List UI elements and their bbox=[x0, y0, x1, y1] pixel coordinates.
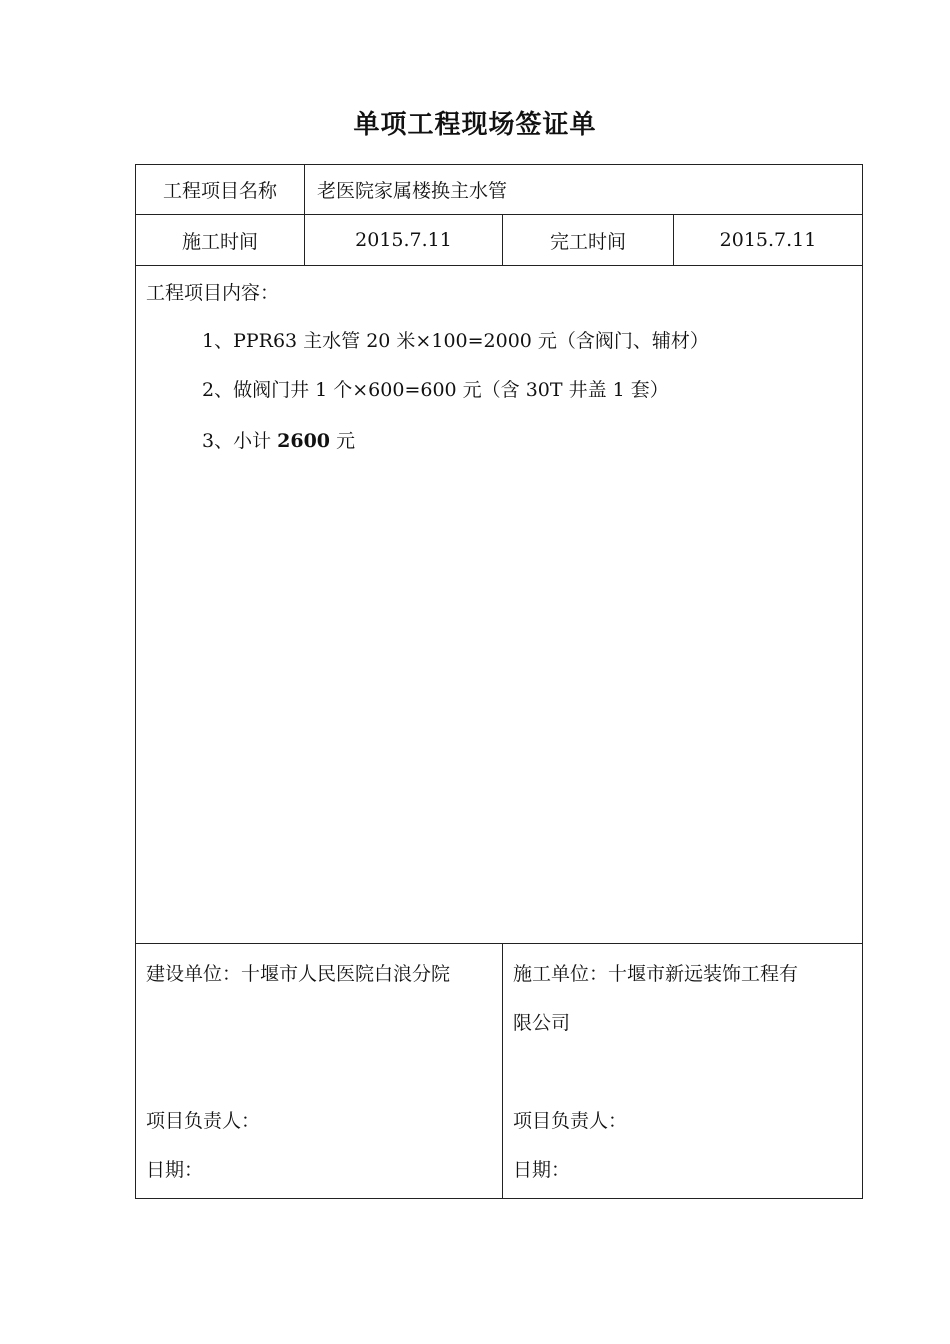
project-name-label: 工程项目名称 bbox=[136, 165, 305, 214]
content-heading: 工程项目内容： bbox=[146, 282, 280, 304]
start-date-value: 2015.7.11 bbox=[305, 215, 503, 265]
project-name-row bbox=[136, 165, 862, 215]
contractor-date-label: 日期： bbox=[513, 1159, 571, 1181]
project-name-value: 老医院家属楼换主水管 bbox=[317, 180, 508, 202]
client-unit: 建设单位：十堰市人民医院白浪分院 bbox=[146, 963, 451, 985]
content-item-1: 1、PPR63 主水管 20 米×100=2000 元（含阀门、辅材） bbox=[202, 330, 709, 352]
form-title: 单项工程现场签证单 bbox=[353, 110, 597, 140]
content-item-subtotal bbox=[202, 426, 355, 453]
client-column bbox=[136, 944, 503, 1198]
visa-form-table bbox=[135, 164, 863, 1199]
contractor-person-label: 项目负责人： bbox=[513, 1110, 628, 1132]
signature-section bbox=[136, 944, 862, 1198]
dates-row bbox=[136, 215, 862, 266]
contractor-unit-line1: 施工单位：十堰市新远装饰工程有 bbox=[513, 963, 799, 985]
client-date-label: 日期： bbox=[146, 1159, 204, 1181]
end-date-label: 完工时间 bbox=[503, 215, 674, 265]
start-date-label: 施工时间 bbox=[136, 215, 305, 265]
end-date-value: 2015.7.11 bbox=[719, 229, 817, 251]
subtotal-value: 2600 bbox=[277, 430, 331, 452]
client-person-label: 项目负责人： bbox=[146, 1110, 261, 1132]
subtotal-prefix: 3、小计 bbox=[202, 430, 278, 452]
content-item-2: 2、做阀门井 1 个×600=600 元（含 30T 井盖 1 套） bbox=[202, 379, 669, 401]
project-content-section bbox=[136, 266, 862, 944]
contractor-unit-line2: 限公司 bbox=[513, 1012, 571, 1034]
contractor-column bbox=[503, 944, 862, 1198]
subtotal-suffix: 元 bbox=[330, 430, 356, 452]
